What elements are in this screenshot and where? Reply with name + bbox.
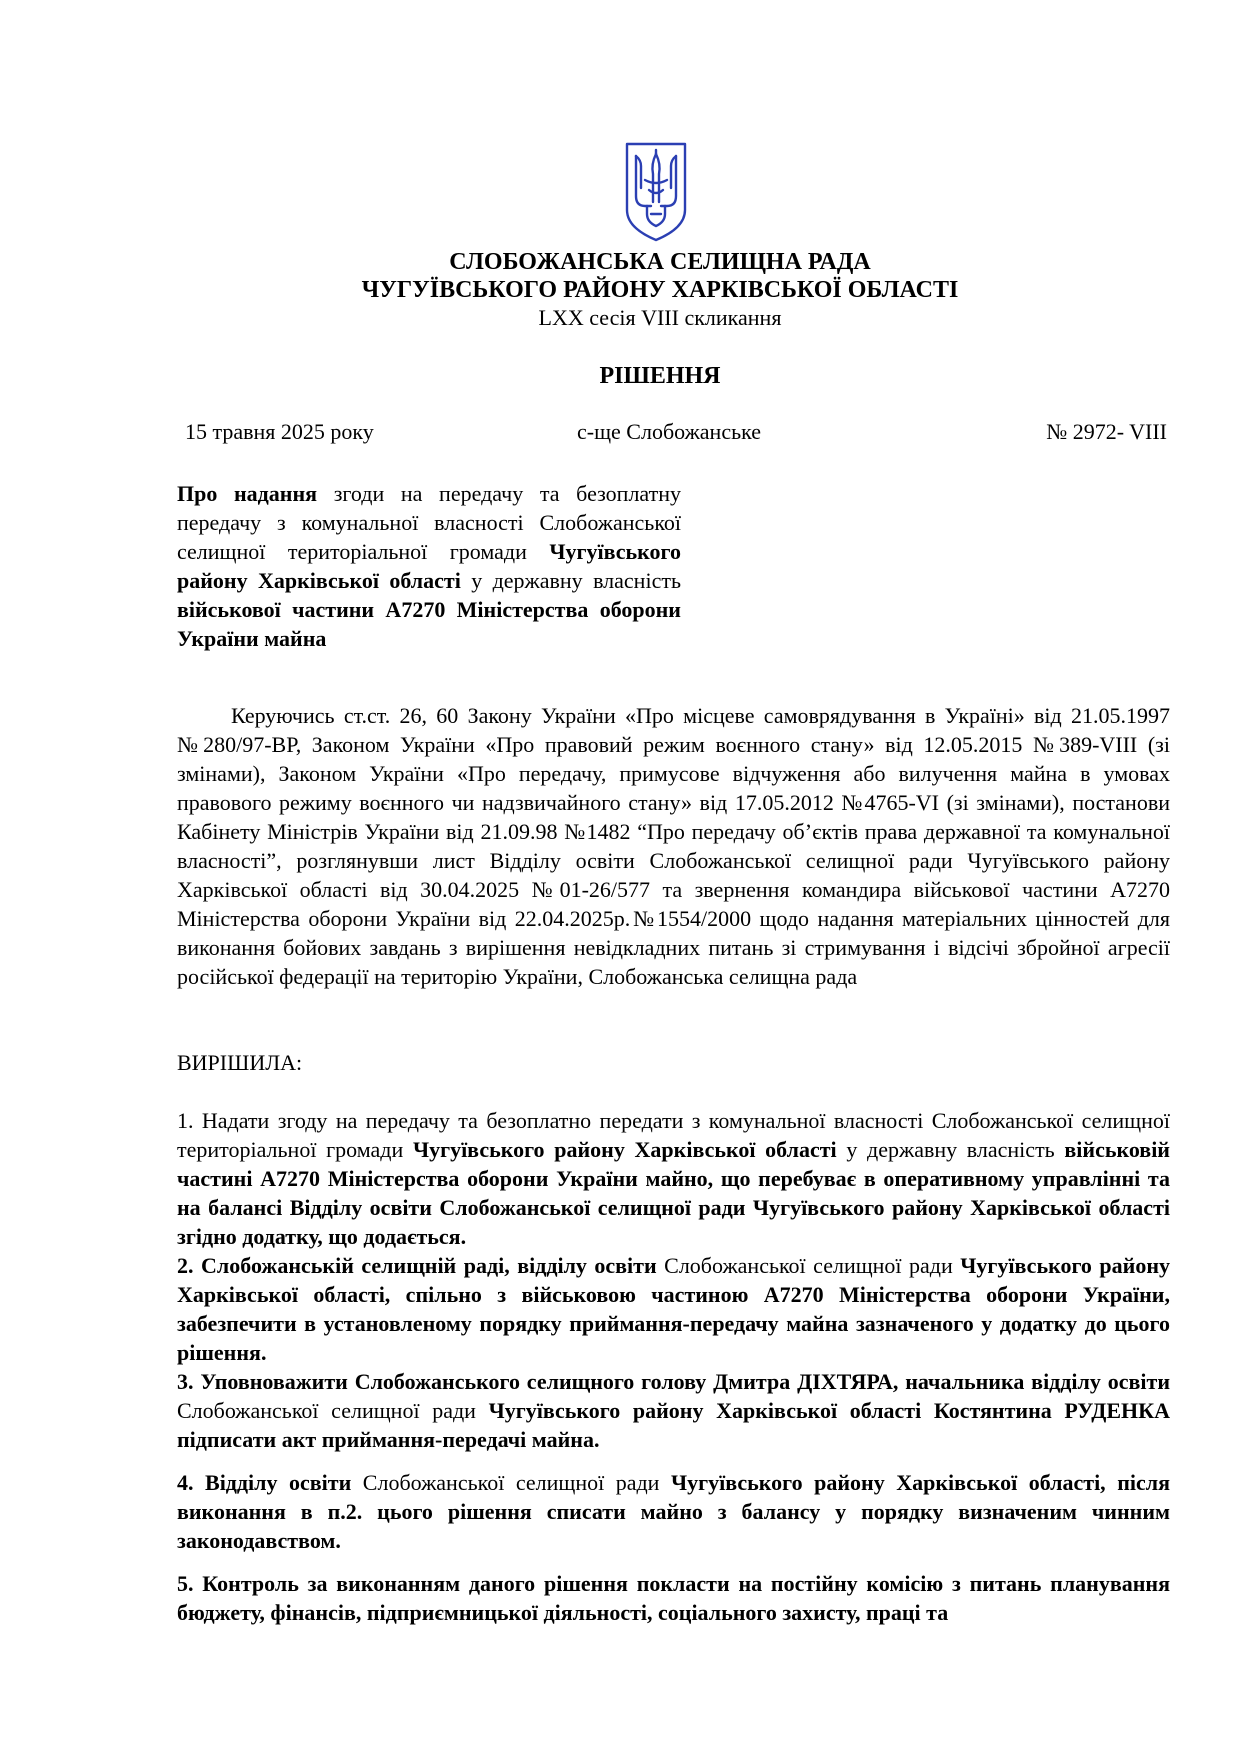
item-3-part-b: Слобожанської селищної ради bbox=[177, 1398, 489, 1423]
item-4-part-b: Слобожанської селищної ради bbox=[351, 1470, 671, 1495]
decision-subject bbox=[177, 479, 681, 653]
council-name: СЛОБОЖАНСЬКА СЕЛИЩНА РАДА bbox=[449, 249, 871, 275]
decision-item-5 bbox=[177, 1569, 1170, 1627]
item-4-part-a: 4. Відділу освіти bbox=[177, 1470, 352, 1495]
item-1-part-b: Чугуївського району Харківської області bbox=[412, 1137, 837, 1162]
subject-part-5: військової частини А7270 Міністерства оборони України майна bbox=[177, 597, 681, 651]
document-type-title: РІШЕННЯ bbox=[599, 363, 721, 389]
decision-items bbox=[177, 1106, 1170, 1627]
decision-item-3 bbox=[177, 1367, 1170, 1454]
item-1-part-c: у державну власність bbox=[836, 1137, 1065, 1162]
resolved-label: ВИРІШИЛА: bbox=[177, 1050, 303, 1075]
item-3-part-a: 3. Уповноважити Слобожанського селищного голову Дмитра ДІХТЯРА, начальника відділу освіти bbox=[177, 1369, 1170, 1394]
decision-item-4 bbox=[177, 1468, 1170, 1555]
decision-place: с-ще Слобожанське bbox=[577, 419, 762, 444]
coat-of-arms-icon bbox=[623, 140, 689, 244]
preamble-paragraph: Керуючись ст.ст. 26, 60 Закону України «Про місцеве самоврядування в Україні» від 21.05.1997 №280/97-ВР, Законом України «Про правовий режим воєнного стану» від 12.05.2015 №389-VIII (зі змінами), Законом України «Про передачу, примусове відчуження або вилучення майна в умовах правового режиму воєнного чи надзвичайного стану» від 17.05.2012 №4765-VI (зі змінами), постанови Кабінету Міністрів України від 21.09.98 №1482 “Про передачу об’єктів права державної та комунальної власності”, розглянувши лист Відділу освіти Слобожанської селищної ради Чугуївського району Харківської області від 30.04.2025 №01-26/577 та звернення командира військової частини А7270 Міністерства оборони України від 22.04.2025р.№1554/2000 щодо надання матеріальних цінностей для виконання бойових завдань з вирішення невідкладних питань зі стримування і відсічі збройної агресії російської федерації на територію України, Слобожанська селищна рада bbox=[177, 703, 1170, 989]
item-2-part-b: Слобожанської селищної ради bbox=[656, 1253, 961, 1278]
item-4-part-c: Чугуївського району Харківської області, після виконання в п.2. цього рішення списати майно з балансу у порядку визначеним чинним законодавством. bbox=[177, 1470, 1170, 1553]
decision-item-1 bbox=[177, 1106, 1170, 1251]
subject-part-3: Чугуївського району Харківської області bbox=[177, 539, 681, 593]
council-district: ЧУГУЇВСЬКОГО РАЙОНУ ХАРКІВСЬКОЇ ОБЛАСТІ bbox=[361, 277, 959, 303]
item-2-part-c: Чугуївського району Харківської області, спільно з військовою частиною А7270 Міністерства оборони України, забезпечити в установленому порядку приймання-передачу майна зазначеного у додатку до цього рішення. bbox=[177, 1253, 1170, 1365]
decision-date: 15 травня 2025 року bbox=[185, 419, 374, 444]
item-5-part-a: 5. Контроль за виконанням даного рішення покласти на постійну комісію з питань планування бюджету, фінансів, підприємницької діяльності, соціального захисту, праці та bbox=[177, 1571, 1170, 1625]
item-1-part-d: військовій частині А7270 Міністерства оборони України майно, що перебуває в оперативному управлінні та на балансі Відділу освіти Слобожанської селищної ради Чугуївського району Харківської області згідно додатку, що додається. bbox=[177, 1137, 1170, 1249]
subject-part-2: згоди на передачу та безоплатну передачу з комунальної власності Слобожанської селищної територіальної громади bbox=[177, 481, 682, 564]
subject-part-1: Про надання bbox=[177, 481, 318, 506]
item-3-part-c: Чугуївського району Харківської області Костянтина РУДЕНКА підписати акт приймання-передачі майна. bbox=[177, 1398, 1170, 1452]
item-1-part-a: 1. Надати згоду на передачу та безоплатно передати з комунальної власності Слобожанської селищної територіальної громади bbox=[177, 1108, 1170, 1162]
session-info: LXX сесія VIII скликання bbox=[538, 305, 782, 330]
decision-item-2 bbox=[177, 1251, 1170, 1367]
decision-number: № 2972- VIII bbox=[1046, 419, 1167, 444]
subject-part-4: у державну власність bbox=[460, 568, 681, 593]
item-2-part-a: 2. Слобожанській селищній раді, відділу освіти bbox=[177, 1253, 657, 1278]
